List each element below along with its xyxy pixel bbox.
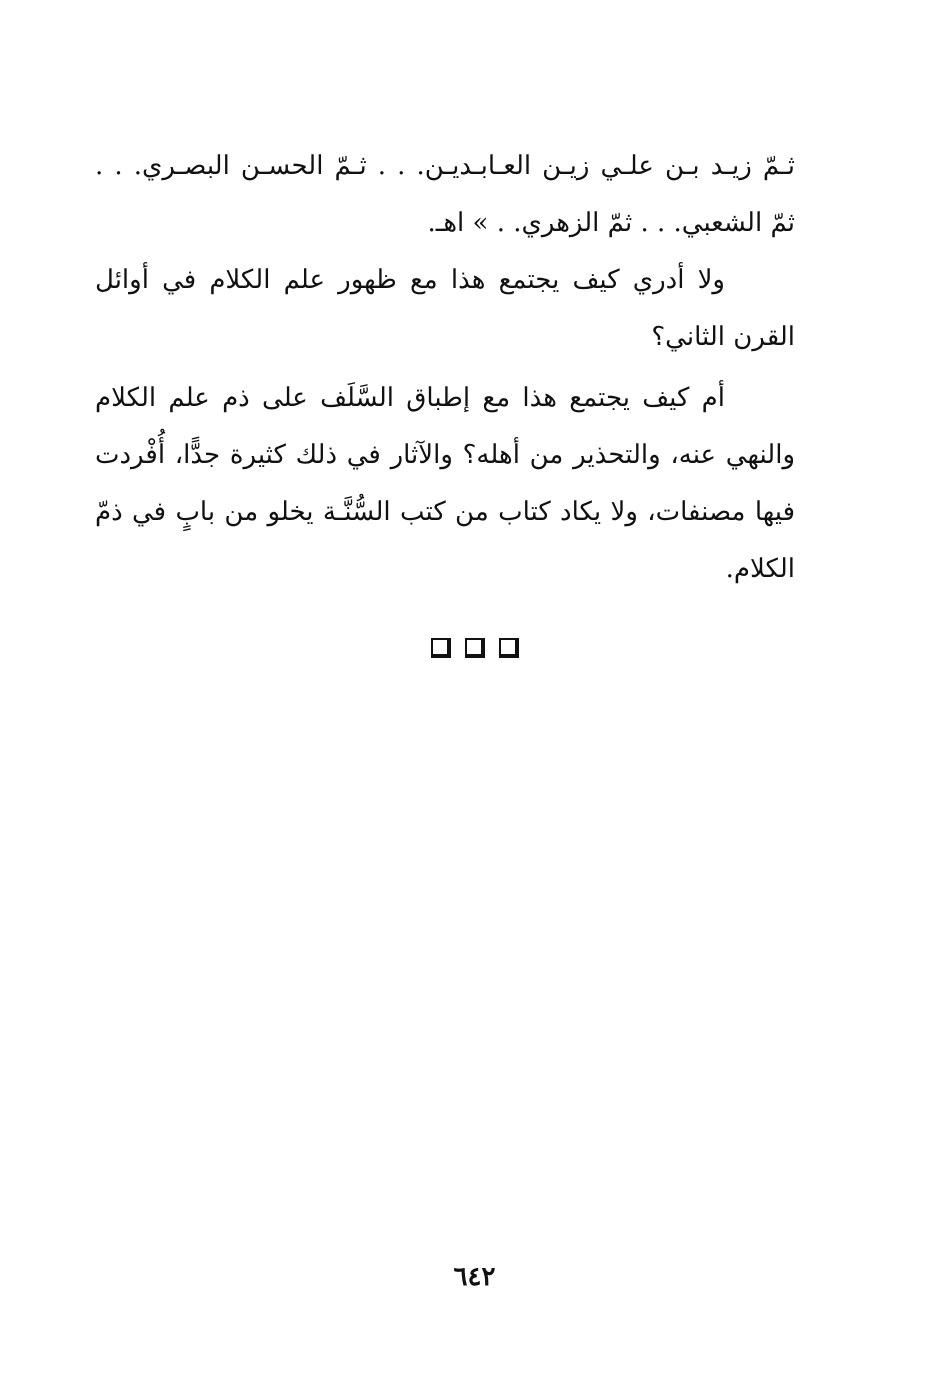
text-line: ثمّ الشعبي. . . ثمّ الزهري. . » اهـ. bbox=[427, 208, 795, 238]
paragraph-chain-of-narrators bbox=[95, 138, 795, 252]
text-line: فيها مصنفات، ولا يكاد كتاب من كتب السُّنَّـة يخلو من بابٍ في ذمّ bbox=[95, 497, 795, 527]
square-ornament-icon bbox=[499, 638, 519, 658]
paragraph-kalam-question bbox=[95, 252, 795, 366]
paragraph-salaf-consensus bbox=[95, 370, 795, 598]
text-line: الكلام. bbox=[725, 554, 795, 584]
text-line: والنهي عنه، والتحذير من أهله؟ والآثار في ذلك كثيرة جدًّا، أُفْردت bbox=[95, 440, 795, 470]
text-line: ثـمّ زيـد بـن علـي زيـن العـابـديـن. . . ثـمّ الحسـن البصـري. . . bbox=[95, 151, 795, 181]
square-ornament-icon bbox=[465, 638, 485, 658]
text-line: القرن الثاني؟ bbox=[651, 322, 795, 352]
section-separator bbox=[0, 638, 949, 658]
text-line: أم كيف يجتمع هذا مع إطباق السَّلَف على ذم علم الكلام bbox=[95, 383, 725, 413]
page-number: ٦٤٢ bbox=[453, 1262, 496, 1292]
text-line: ولا أدري كيف يجتمع هذا مع ظهور علم الكلام في أوائل bbox=[95, 265, 725, 295]
square-ornament-icon bbox=[431, 638, 451, 658]
